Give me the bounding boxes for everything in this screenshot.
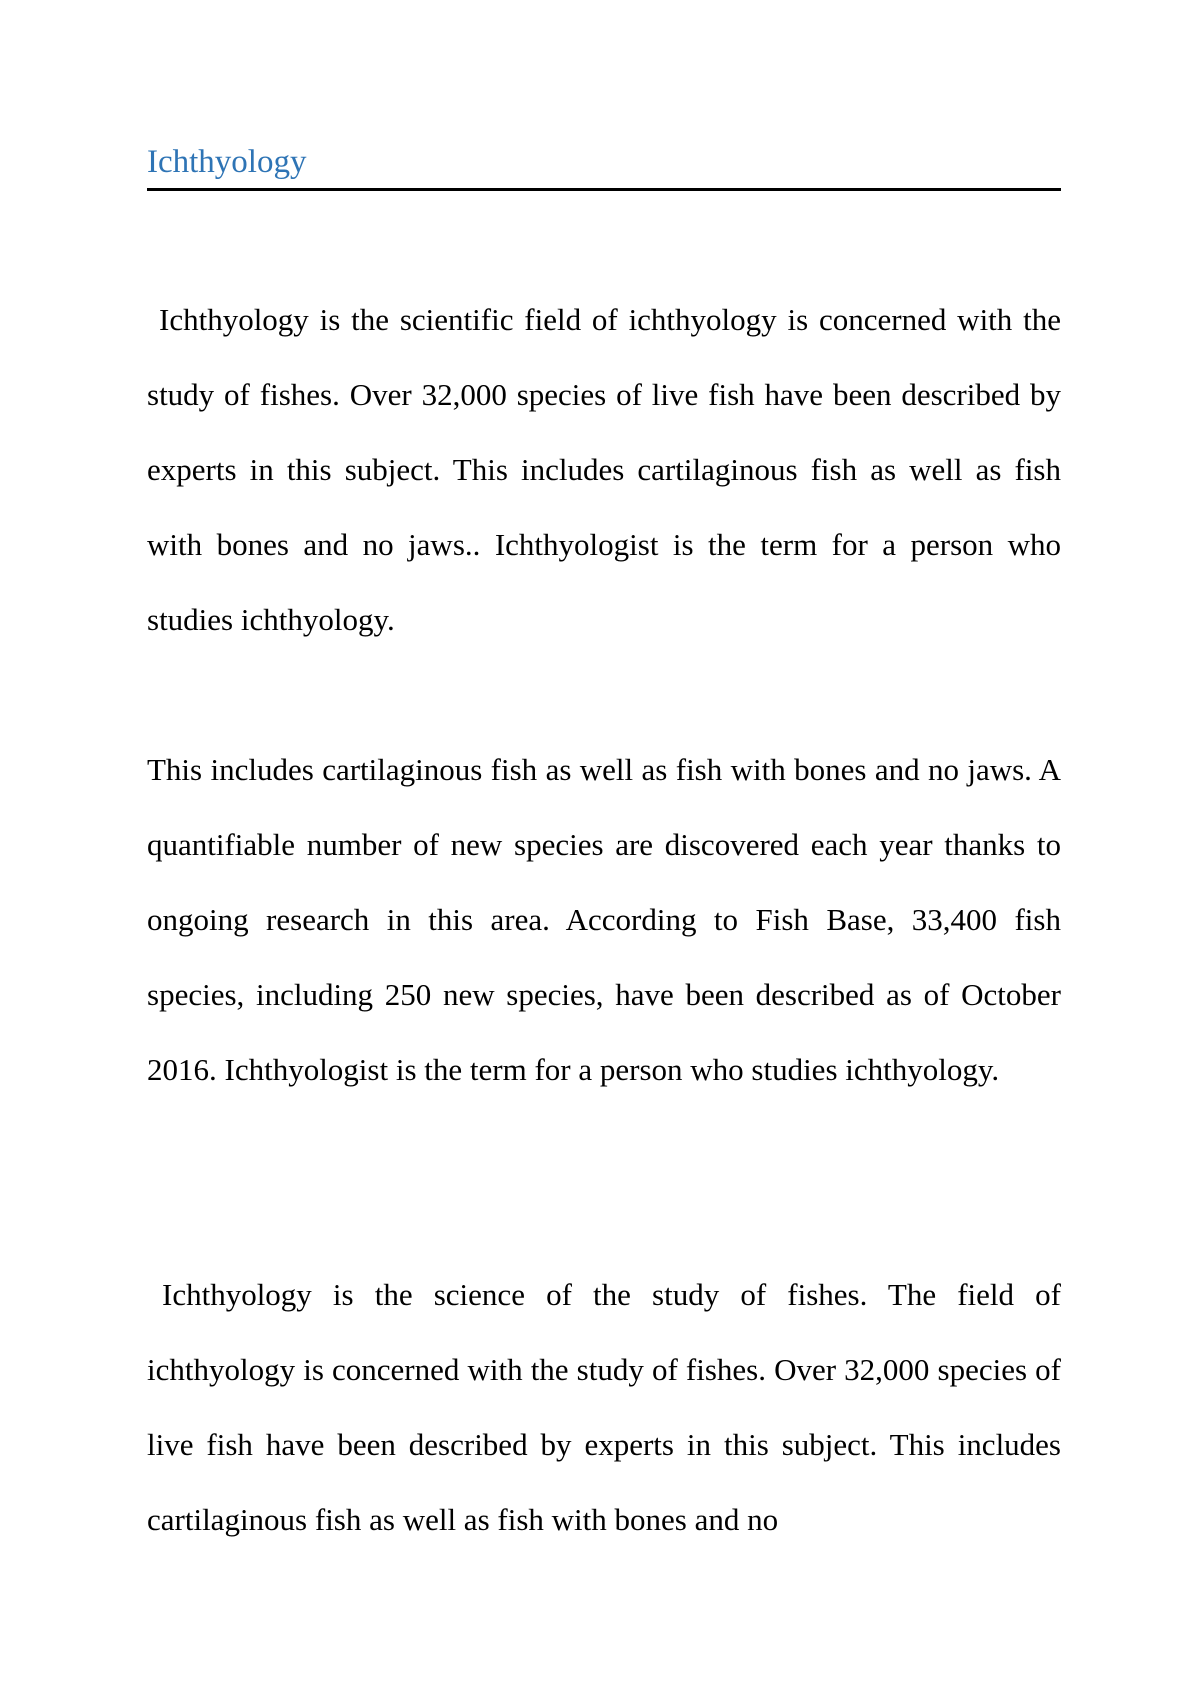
paragraph-1: Ichthyology is the scientific field of ichthyology is concerned with the study of fishes. Over 32,000 species of live fish have been described by experts in this subject. This includes cartilaginous fish as well as fish with bones and no jaws.. Ichthyologist is the term for a person who studies ichthyology.: [147, 302, 1061, 637]
title-block: [147, 142, 1061, 191]
document-title: Ichthyology: [147, 144, 307, 180]
paragraph-3: Ichthyology is the science of the study of fishes. The field of ichthyology is concerned with the study of fishes. Over 32,000 species of live fish have been described by experts in this subject. This includes cartilaginous fish as well as fish with bones and no: [147, 1277, 1061, 1537]
paragraph-2: This includes cartilaginous fish as well as fish with bones and no jaws. A quantifiable number of new species are discovered each year thanks to ongoing research in this area. According to Fish Base, 33,400 fish species, including 250 new species, have been described as of October 2016. Ichthyologist is the term for a person who studies ichthyology.: [147, 752, 1061, 1087]
